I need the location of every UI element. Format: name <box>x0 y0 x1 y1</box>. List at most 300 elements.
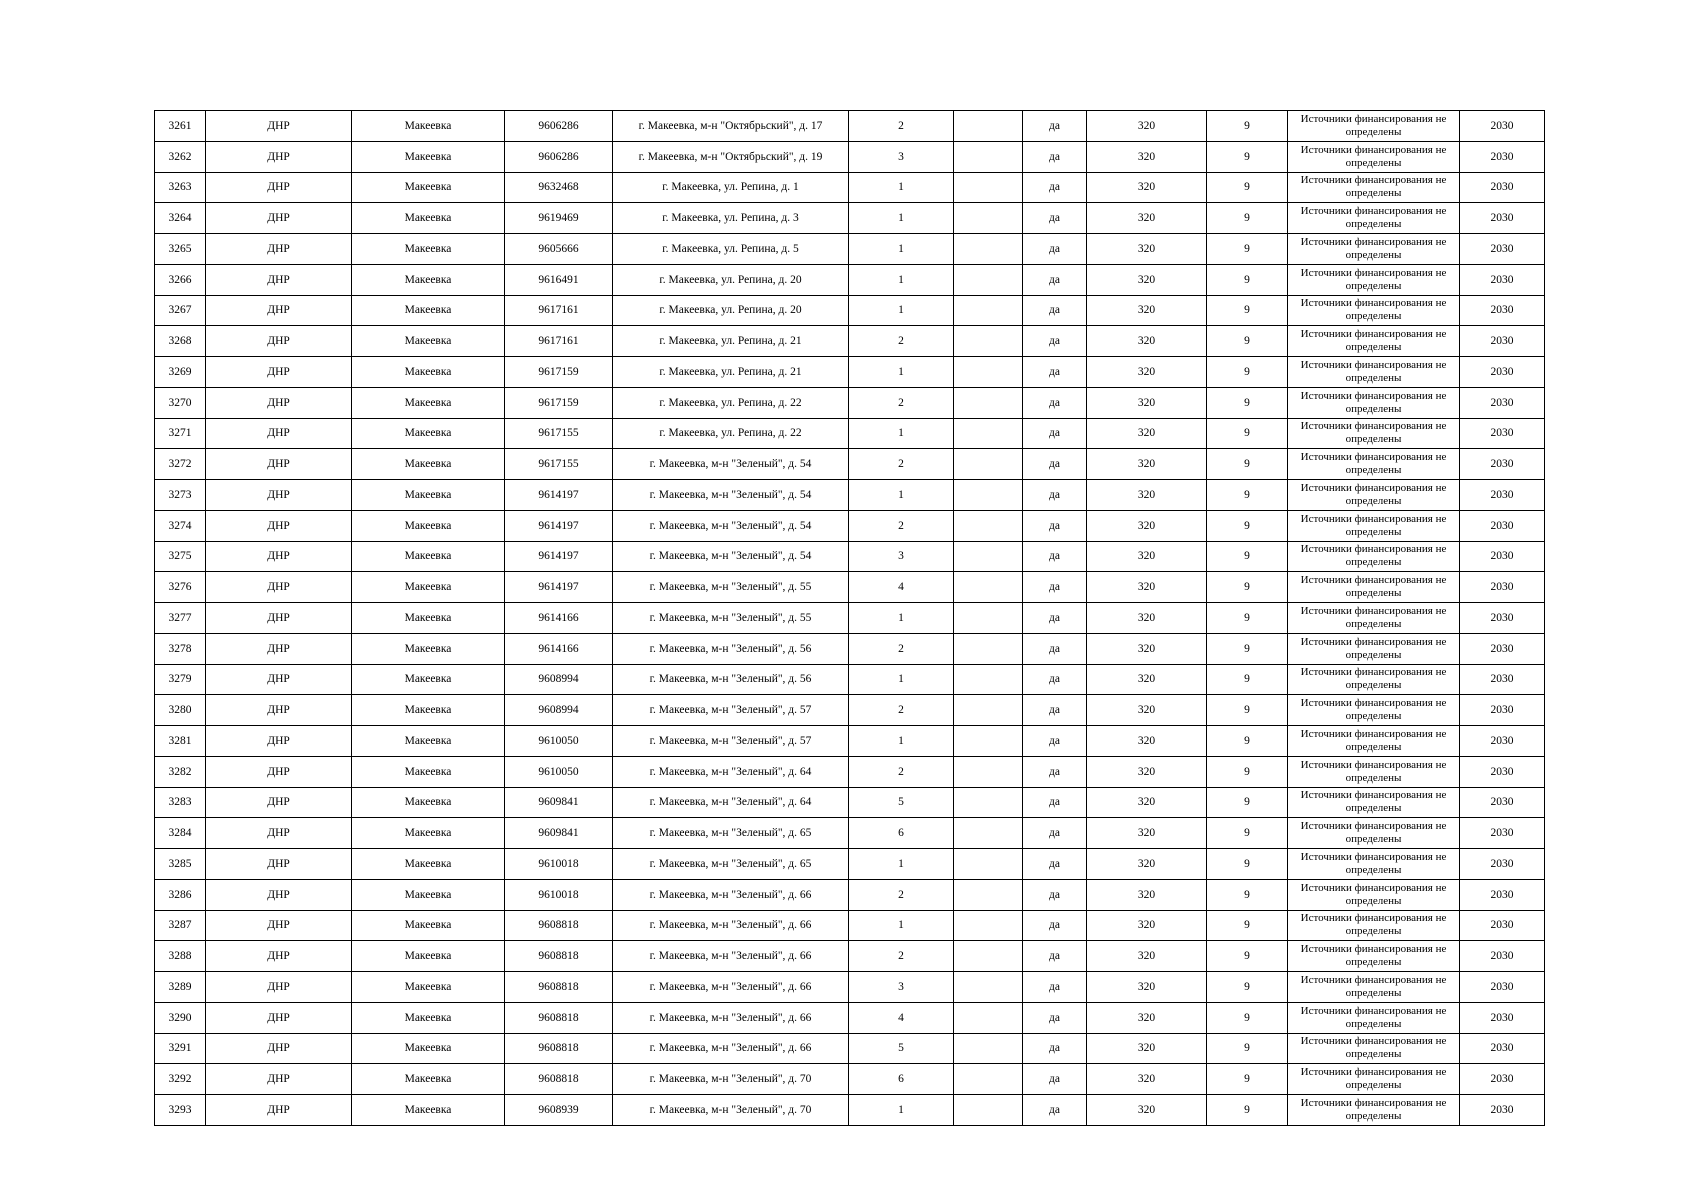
building-id-cell: 9616491 <box>505 264 613 295</box>
funding-cell: Источники финансирования не определены <box>1288 849 1460 880</box>
count-cell: 9 <box>1207 449 1288 480</box>
year-cell: 2030 <box>1460 879 1545 910</box>
city-cell: Макеевка <box>352 480 505 511</box>
year-cell: 2030 <box>1460 387 1545 418</box>
address-cell: г. Макеевка, ул. Репина, д. 20 <box>613 295 849 326</box>
row-number-cell: 3277 <box>155 603 206 634</box>
empty-cell <box>954 357 1023 388</box>
address-cell: г. Макеевка, м-н "Зеленый", д. 54 <box>613 480 849 511</box>
flag-cell: да <box>1023 1095 1087 1126</box>
flag-cell: да <box>1023 756 1087 787</box>
entrance-cell: 1 <box>849 418 954 449</box>
funding-cell: Источники финансирования не определены <box>1288 172 1460 203</box>
city-cell: Макеевка <box>352 203 505 234</box>
funding-cell: Источники финансирования не определены <box>1288 480 1460 511</box>
amount-cell: 320 <box>1087 910 1207 941</box>
flag-cell: да <box>1023 418 1087 449</box>
year-cell: 2030 <box>1460 1064 1545 1095</box>
row-number-cell: 3271 <box>155 418 206 449</box>
region-cell: ДНР <box>206 449 352 480</box>
city-cell: Макеевка <box>352 295 505 326</box>
year-cell: 2030 <box>1460 541 1545 572</box>
year-cell: 2030 <box>1460 1095 1545 1126</box>
year-cell: 2030 <box>1460 510 1545 541</box>
row-number-cell: 3270 <box>155 387 206 418</box>
empty-cell <box>954 326 1023 357</box>
funding-cell: Источники финансирования не определены <box>1288 1033 1460 1064</box>
table-row <box>155 418 1545 449</box>
city-cell: Макеевка <box>352 357 505 388</box>
empty-cell <box>954 449 1023 480</box>
funding-cell: Источники финансирования не определены <box>1288 326 1460 357</box>
entrance-cell: 2 <box>849 695 954 726</box>
flag-cell: да <box>1023 664 1087 695</box>
amount-cell: 320 <box>1087 695 1207 726</box>
flag-cell: да <box>1023 941 1087 972</box>
empty-cell <box>954 972 1023 1003</box>
funding-cell: Источники финансирования не определены <box>1288 541 1460 572</box>
building-id-cell: 9608994 <box>505 664 613 695</box>
count-cell: 9 <box>1207 234 1288 265</box>
flag-cell: да <box>1023 603 1087 634</box>
flag-cell: да <box>1023 234 1087 265</box>
table-row <box>155 1064 1545 1095</box>
empty-cell <box>954 111 1023 142</box>
empty-cell <box>954 541 1023 572</box>
year-cell: 2030 <box>1460 480 1545 511</box>
empty-cell <box>954 264 1023 295</box>
city-cell: Макеевка <box>352 510 505 541</box>
flag-cell: да <box>1023 264 1087 295</box>
empty-cell <box>954 387 1023 418</box>
row-number-cell: 3284 <box>155 818 206 849</box>
region-cell: ДНР <box>206 326 352 357</box>
address-cell: г. Макеевка, м-н "Зеленый", д. 65 <box>613 849 849 880</box>
row-number-cell: 3278 <box>155 633 206 664</box>
funding-cell: Источники финансирования не определены <box>1288 357 1460 388</box>
region-cell: ДНР <box>206 756 352 787</box>
building-id-cell: 9608818 <box>505 972 613 1003</box>
flag-cell: да <box>1023 203 1087 234</box>
building-id-cell: 9605666 <box>505 234 613 265</box>
entrance-cell: 2 <box>849 879 954 910</box>
region-cell: ДНР <box>206 664 352 695</box>
funding-cell: Источники финансирования не определены <box>1288 418 1460 449</box>
region-cell: ДНР <box>206 541 352 572</box>
count-cell: 9 <box>1207 1095 1288 1126</box>
funding-cell: Источники финансирования не определены <box>1288 572 1460 603</box>
region-cell: ДНР <box>206 111 352 142</box>
building-id-cell: 9606286 <box>505 141 613 172</box>
empty-cell <box>954 172 1023 203</box>
empty-cell <box>954 1064 1023 1095</box>
table-row <box>155 449 1545 480</box>
table-row <box>155 141 1545 172</box>
funding-cell: Источники финансирования не определены <box>1288 203 1460 234</box>
empty-cell <box>954 756 1023 787</box>
count-cell: 9 <box>1207 695 1288 726</box>
amount-cell: 320 <box>1087 295 1207 326</box>
building-id-cell: 9608939 <box>505 1095 613 1126</box>
empty-cell <box>954 572 1023 603</box>
entrance-cell: 1 <box>849 234 954 265</box>
amount-cell: 320 <box>1087 1002 1207 1033</box>
region-cell: ДНР <box>206 264 352 295</box>
address-cell: г. Макеевка, м-н "Зеленый", д. 54 <box>613 541 849 572</box>
row-number-cell: 3272 <box>155 449 206 480</box>
funding-cell: Источники финансирования не определены <box>1288 941 1460 972</box>
empty-cell <box>954 879 1023 910</box>
city-cell: Макеевка <box>352 910 505 941</box>
flag-cell: да <box>1023 326 1087 357</box>
funding-cell: Источники финансирования не определены <box>1288 972 1460 1003</box>
address-cell: г. Макеевка, ул. Репина, д. 21 <box>613 326 849 357</box>
empty-cell <box>954 818 1023 849</box>
funding-cell: Источники финансирования не определены <box>1288 141 1460 172</box>
city-cell: Макеевка <box>352 541 505 572</box>
address-cell: г. Макеевка, м-н "Зеленый", д. 66 <box>613 972 849 1003</box>
funding-cell: Источники финансирования не определены <box>1288 603 1460 634</box>
city-cell: Макеевка <box>352 418 505 449</box>
table-row <box>155 1033 1545 1064</box>
city-cell: Макеевка <box>352 726 505 757</box>
region-cell: ДНР <box>206 234 352 265</box>
region-cell: ДНР <box>206 603 352 634</box>
row-number-cell: 3268 <box>155 326 206 357</box>
flag-cell: да <box>1023 572 1087 603</box>
funding-cell: Источники финансирования не определены <box>1288 387 1460 418</box>
flag-cell: да <box>1023 910 1087 941</box>
region-cell: ДНР <box>206 910 352 941</box>
entrance-cell: 1 <box>849 849 954 880</box>
empty-cell <box>954 726 1023 757</box>
entrance-cell: 2 <box>849 449 954 480</box>
amount-cell: 320 <box>1087 664 1207 695</box>
building-id-cell: 9610018 <box>505 879 613 910</box>
city-cell: Макеевка <box>352 141 505 172</box>
building-id-cell: 9610018 <box>505 849 613 880</box>
row-number-cell: 3275 <box>155 541 206 572</box>
region-cell: ДНР <box>206 879 352 910</box>
region-cell: ДНР <box>206 295 352 326</box>
funding-cell: Источники финансирования не определены <box>1288 633 1460 664</box>
row-number-cell: 3288 <box>155 941 206 972</box>
building-id-cell: 9617155 <box>505 449 613 480</box>
entrance-cell: 2 <box>849 326 954 357</box>
empty-cell <box>954 695 1023 726</box>
entrance-cell: 6 <box>849 1064 954 1095</box>
address-cell: г. Макеевка, ул. Репина, д. 1 <box>613 172 849 203</box>
building-id-cell: 9606286 <box>505 111 613 142</box>
table-row <box>155 111 1545 142</box>
address-cell: г. Макеевка, м-н "Зеленый", д. 70 <box>613 1064 849 1095</box>
year-cell: 2030 <box>1460 941 1545 972</box>
funding-cell: Источники финансирования не определены <box>1288 234 1460 265</box>
row-number-cell: 3281 <box>155 726 206 757</box>
year-cell: 2030 <box>1460 910 1545 941</box>
year-cell: 2030 <box>1460 572 1545 603</box>
building-id-cell: 9617159 <box>505 387 613 418</box>
flag-cell: да <box>1023 695 1087 726</box>
city-cell: Макеевка <box>352 849 505 880</box>
row-number-cell: 3264 <box>155 203 206 234</box>
empty-cell <box>954 510 1023 541</box>
address-cell: г. Макеевка, м-н "Октябрьский", д. 17 <box>613 111 849 142</box>
flag-cell: да <box>1023 172 1087 203</box>
flag-cell: да <box>1023 541 1087 572</box>
amount-cell: 320 <box>1087 326 1207 357</box>
amount-cell: 320 <box>1087 633 1207 664</box>
row-number-cell: 3279 <box>155 664 206 695</box>
region-cell: ДНР <box>206 418 352 449</box>
region-cell: ДНР <box>206 1064 352 1095</box>
region-cell: ДНР <box>206 633 352 664</box>
flag-cell: да <box>1023 510 1087 541</box>
year-cell: 2030 <box>1460 695 1545 726</box>
region-cell: ДНР <box>206 572 352 603</box>
region-cell: ДНР <box>206 203 352 234</box>
city-cell: Макеевка <box>352 633 505 664</box>
building-id-cell: 9617161 <box>505 295 613 326</box>
row-number-cell: 3261 <box>155 111 206 142</box>
address-cell: г. Макеевка, м-н "Зеленый", д. 55 <box>613 603 849 634</box>
row-number-cell: 3282 <box>155 756 206 787</box>
table-row <box>155 1002 1545 1033</box>
entrance-cell: 6 <box>849 818 954 849</box>
amount-cell: 320 <box>1087 849 1207 880</box>
data-table <box>154 110 1545 1126</box>
region-cell: ДНР <box>206 1033 352 1064</box>
year-cell: 2030 <box>1460 603 1545 634</box>
row-number-cell: 3285 <box>155 849 206 880</box>
address-cell: г. Макеевка, ул. Репина, д. 20 <box>613 264 849 295</box>
row-number-cell: 3276 <box>155 572 206 603</box>
table-row <box>155 357 1545 388</box>
funding-cell: Источники финансирования не определены <box>1288 264 1460 295</box>
empty-cell <box>954 418 1023 449</box>
flag-cell: да <box>1023 357 1087 388</box>
count-cell: 9 <box>1207 787 1288 818</box>
funding-cell: Источники финансирования не определены <box>1288 818 1460 849</box>
flag-cell: да <box>1023 480 1087 511</box>
entrance-cell: 1 <box>849 172 954 203</box>
region-cell: ДНР <box>206 972 352 1003</box>
empty-cell <box>954 295 1023 326</box>
row-number-cell: 3286 <box>155 879 206 910</box>
building-id-cell: 9614166 <box>505 633 613 664</box>
city-cell: Макеевка <box>352 1002 505 1033</box>
year-cell: 2030 <box>1460 172 1545 203</box>
flag-cell: да <box>1023 1064 1087 1095</box>
funding-cell: Источники финансирования не определены <box>1288 879 1460 910</box>
empty-cell <box>954 910 1023 941</box>
table-row <box>155 603 1545 634</box>
row-number-cell: 3291 <box>155 1033 206 1064</box>
table-row <box>155 695 1545 726</box>
building-id-cell: 9610050 <box>505 726 613 757</box>
flag-cell: да <box>1023 141 1087 172</box>
region-cell: ДНР <box>206 510 352 541</box>
address-cell: г. Макеевка, м-н "Зеленый", д. 54 <box>613 510 849 541</box>
region-cell: ДНР <box>206 695 352 726</box>
table-row <box>155 510 1545 541</box>
flag-cell: да <box>1023 726 1087 757</box>
count-cell: 9 <box>1207 1033 1288 1064</box>
address-cell: г. Макеевка, м-н "Зеленый", д. 66 <box>613 941 849 972</box>
entrance-cell: 2 <box>849 756 954 787</box>
region-cell: ДНР <box>206 941 352 972</box>
address-cell: г. Макеевка, м-н "Зеленый", д. 64 <box>613 787 849 818</box>
year-cell: 2030 <box>1460 264 1545 295</box>
address-cell: г. Макеевка, ул. Репина, д. 5 <box>613 234 849 265</box>
address-cell: г. Макеевка, м-н "Зеленый", д. 57 <box>613 726 849 757</box>
amount-cell: 320 <box>1087 941 1207 972</box>
region-cell: ДНР <box>206 172 352 203</box>
row-number-cell: 3267 <box>155 295 206 326</box>
city-cell: Макеевка <box>352 172 505 203</box>
table-row <box>155 879 1545 910</box>
entrance-cell: 2 <box>849 633 954 664</box>
year-cell: 2030 <box>1460 1033 1545 1064</box>
row-number-cell: 3273 <box>155 480 206 511</box>
building-id-cell: 9608818 <box>505 941 613 972</box>
region-cell: ДНР <box>206 480 352 511</box>
region-cell: ДНР <box>206 818 352 849</box>
region-cell: ДНР <box>206 387 352 418</box>
row-number-cell: 3290 <box>155 1002 206 1033</box>
address-cell: г. Макеевка, ул. Репина, д. 22 <box>613 418 849 449</box>
year-cell: 2030 <box>1460 726 1545 757</box>
flag-cell: да <box>1023 818 1087 849</box>
city-cell: Макеевка <box>352 695 505 726</box>
flag-cell: да <box>1023 787 1087 818</box>
count-cell: 9 <box>1207 572 1288 603</box>
table-row <box>155 726 1545 757</box>
address-cell: г. Макеевка, м-н "Зеленый", д. 57 <box>613 695 849 726</box>
funding-cell: Источники финансирования не определены <box>1288 449 1460 480</box>
amount-cell: 320 <box>1087 357 1207 388</box>
empty-cell <box>954 787 1023 818</box>
amount-cell: 320 <box>1087 510 1207 541</box>
address-cell: г. Макеевка, ул. Репина, д. 3 <box>613 203 849 234</box>
building-id-cell: 9609841 <box>505 818 613 849</box>
count-cell: 9 <box>1207 603 1288 634</box>
entrance-cell: 1 <box>849 726 954 757</box>
empty-cell <box>954 234 1023 265</box>
year-cell: 2030 <box>1460 1002 1545 1033</box>
entrance-cell: 2 <box>849 941 954 972</box>
count-cell: 9 <box>1207 541 1288 572</box>
row-number-cell: 3289 <box>155 972 206 1003</box>
year-cell: 2030 <box>1460 111 1545 142</box>
year-cell: 2030 <box>1460 787 1545 818</box>
funding-cell: Источники финансирования не определены <box>1288 664 1460 695</box>
entrance-cell: 1 <box>849 1095 954 1126</box>
amount-cell: 320 <box>1087 234 1207 265</box>
funding-cell: Источники финансирования не определены <box>1288 1064 1460 1095</box>
flag-cell: да <box>1023 849 1087 880</box>
building-id-cell: 9608818 <box>505 1002 613 1033</box>
year-cell: 2030 <box>1460 295 1545 326</box>
city-cell: Макеевка <box>352 972 505 1003</box>
entrance-cell: 5 <box>849 1033 954 1064</box>
city-cell: Макеевка <box>352 941 505 972</box>
entrance-cell: 1 <box>849 910 954 941</box>
amount-cell: 320 <box>1087 972 1207 1003</box>
table-row <box>155 756 1545 787</box>
amount-cell: 320 <box>1087 726 1207 757</box>
empty-cell <box>954 1095 1023 1126</box>
building-id-cell: 9632468 <box>505 172 613 203</box>
entrance-cell: 2 <box>849 387 954 418</box>
amount-cell: 320 <box>1087 141 1207 172</box>
region-cell: ДНР <box>206 1002 352 1033</box>
empty-cell <box>954 141 1023 172</box>
city-cell: Макеевка <box>352 1033 505 1064</box>
region-cell: ДНР <box>206 849 352 880</box>
city-cell: Макеевка <box>352 449 505 480</box>
entrance-cell: 1 <box>849 603 954 634</box>
address-cell: г. Макеевка, м-н "Зеленый", д. 56 <box>613 664 849 695</box>
row-number-cell: 3274 <box>155 510 206 541</box>
address-cell: г. Макеевка, м-н "Зеленый", д. 66 <box>613 1002 849 1033</box>
region-cell: ДНР <box>206 787 352 818</box>
table-body <box>155 111 1545 1126</box>
amount-cell: 320 <box>1087 818 1207 849</box>
year-cell: 2030 <box>1460 449 1545 480</box>
city-cell: Макеевка <box>352 1095 505 1126</box>
count-cell: 9 <box>1207 357 1288 388</box>
building-id-cell: 9614197 <box>505 541 613 572</box>
row-number-cell: 3280 <box>155 695 206 726</box>
entrance-cell: 1 <box>849 203 954 234</box>
building-id-cell: 9608994 <box>505 695 613 726</box>
address-cell: г. Макеевка, ул. Репина, д. 21 <box>613 357 849 388</box>
empty-cell <box>954 849 1023 880</box>
year-cell: 2030 <box>1460 633 1545 664</box>
city-cell: Макеевка <box>352 387 505 418</box>
row-number-cell: 3269 <box>155 357 206 388</box>
flag-cell: да <box>1023 633 1087 664</box>
region-cell: ДНР <box>206 1095 352 1126</box>
funding-cell: Источники финансирования не определены <box>1288 756 1460 787</box>
count-cell: 9 <box>1207 941 1288 972</box>
year-cell: 2030 <box>1460 818 1545 849</box>
count-cell: 9 <box>1207 510 1288 541</box>
flag-cell: да <box>1023 449 1087 480</box>
amount-cell: 320 <box>1087 1095 1207 1126</box>
entrance-cell: 1 <box>849 295 954 326</box>
flag-cell: да <box>1023 295 1087 326</box>
building-id-cell: 9619469 <box>505 203 613 234</box>
table-row <box>155 326 1545 357</box>
region-cell: ДНР <box>206 357 352 388</box>
table-row <box>155 633 1545 664</box>
amount-cell: 320 <box>1087 480 1207 511</box>
amount-cell: 320 <box>1087 111 1207 142</box>
count-cell: 9 <box>1207 418 1288 449</box>
address-cell: г. Макеевка, м-н "Зеленый", д. 64 <box>613 756 849 787</box>
address-cell: г. Макеевка, ул. Репина, д. 22 <box>613 387 849 418</box>
row-number-cell: 3283 <box>155 787 206 818</box>
flag-cell: да <box>1023 1033 1087 1064</box>
amount-cell: 320 <box>1087 418 1207 449</box>
city-cell: Макеевка <box>352 264 505 295</box>
count-cell: 9 <box>1207 726 1288 757</box>
count-cell: 9 <box>1207 326 1288 357</box>
flag-cell: да <box>1023 972 1087 1003</box>
row-number-cell: 3265 <box>155 234 206 265</box>
